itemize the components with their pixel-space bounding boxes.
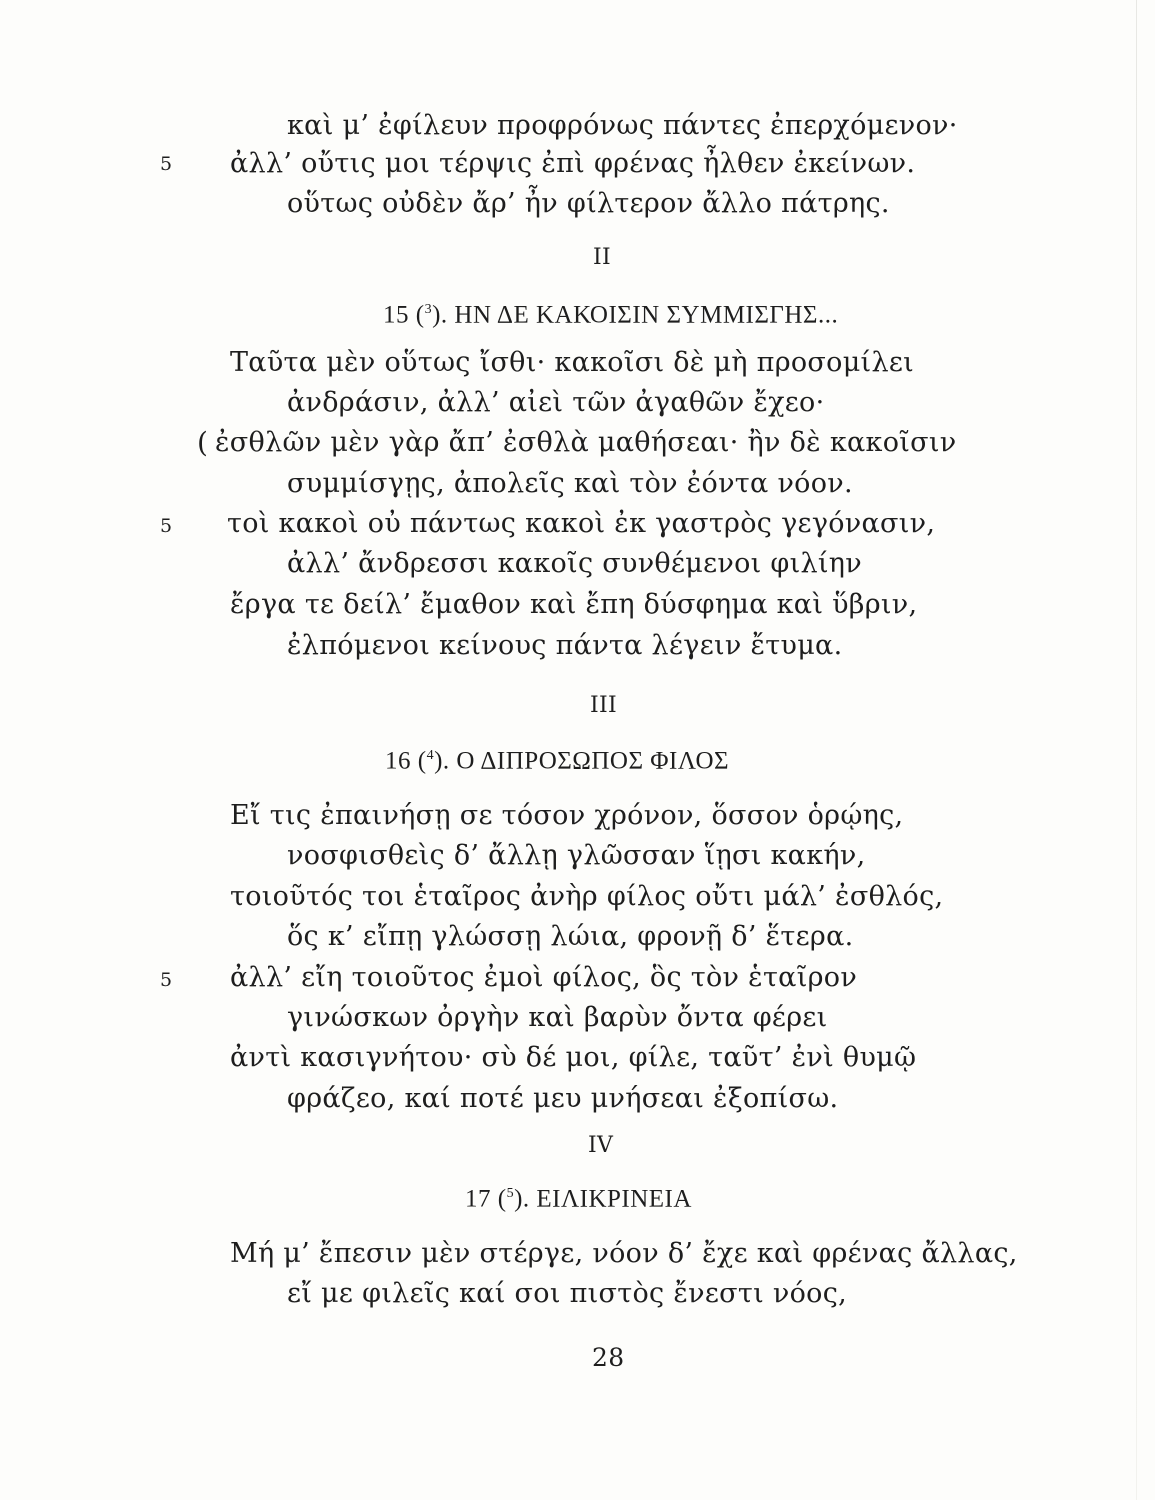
section-roman-numeral: II: [593, 245, 611, 270]
line-number: 5: [160, 515, 173, 537]
verse-line: Ταῦτα μὲν οὕτως ἴσθι· κακοῖσι δὲ μὴ προσομίλει: [230, 347, 915, 378]
verse-line: ἀλλ’ οὔτις μοι τέρψις ἐπὶ φρένας ἦλθεν ἐκείνων.: [230, 148, 916, 179]
verse-line: ἀλλ’ εἴη τοιοῦτος ἐμοὶ φίλος, ὃς τὸν ἑταῖρον: [230, 962, 858, 993]
line-number: 5: [160, 969, 173, 991]
verse-line: φράζεο, καί ποτέ μευ μνήσεαι ἐξοπίσω.: [287, 1083, 839, 1114]
verse-line: συμμίσγῃς, ἀπολεῖς καὶ τὸν ἐόντα νόον.: [287, 468, 853, 499]
poem-heading: 15 ($^3$). ΗΝ ΔΕ ΚΑΚΟΙΣΙΝ ΣΥΜΜΙΣΓΗΣ...: [383, 301, 839, 329]
line-number: 5: [160, 153, 173, 175]
poem-heading: 17 ($^5$). ΕΙΛΙΚΡΙΝΕΙΑ: [465, 1185, 692, 1213]
verse-line: οὕτως οὐδὲν ἄρ’ ἦν φίλτερον ἄλλο πάτρης.: [287, 188, 890, 219]
verse-line: γινώσκων ὀργὴν καὶ βαρὺν ὄντα φέρει: [287, 1002, 828, 1033]
section-roman-numeral: IV: [588, 1133, 614, 1158]
verse-line: ἀνδράσιν, ἀλλ’ αἰεὶ τῶν ἀγαθῶν ἔχεο·: [287, 387, 825, 418]
poem-heading: 16 ($^4$). Ο ΔΙΠΡΟΣΩΠΟΣ ΦΙΛΟΣ: [385, 747, 730, 775]
verse-line: ἔργα τε δείλ’ ἔμαθον καὶ ἔπη δύσφημα καὶ ὕβριν,: [230, 589, 918, 620]
verse-line: ἀντὶ κασιγνήτου· σὺ δέ μοι, φίλε, ταῦτ’ ἐνὶ θυμῷ: [230, 1042, 917, 1073]
verse-line: Εἴ τις ἐπαινήσῃ σε τόσον χρόνον, ὅσσον ὁρῴης,: [230, 800, 904, 831]
verse-line: ἐλπόμενοι κείνους πάντα λέγειν ἔτυμα.: [287, 630, 843, 661]
verse-line: ἀλλ’ ἄνδρεσσι κακοῖς συνθέμενοι φιλίην: [287, 548, 862, 579]
verse-line: τοὶ κακοὶ οὐ πάντως κακοὶ ἐκ γαστρὸς γεγόνασιν,: [227, 508, 936, 539]
verse-line: εἴ με φιλεῖς καί σοι πιστὸς ἔνεστι νόος,: [287, 1278, 848, 1309]
verse-line: τοιοῦτός τοι ἑταῖρος ἀνὴρ φίλος οὔτι μάλ’ ἐσθλός,: [230, 881, 944, 912]
verse-line: ἐσθλῶν μὲν γὰρ ἄπ’ ἐσθλὰ μαθήσεαι· ἢν δὲ κακοῖσιν: [215, 427, 957, 458]
verse-line: ὅς κ’ εἴπῃ γλώσσῃ λώια, φρονῇ δ’ ἕτερα.: [287, 921, 854, 952]
margin-mark: (: [197, 426, 209, 459]
page-number: 28: [592, 1343, 625, 1372]
section-roman-numeral: III: [590, 693, 617, 718]
page-edge: [1136, 0, 1137, 1500]
verse-line: Μή μ’ ἔπεσιν μὲν στέργε, νόον δ’ ἔχε καὶ φρένας ἄλλας,: [230, 1238, 1018, 1269]
verse-line: καὶ μ’ ἐφίλευν προφρόνως πάντες ἐπερχόμενον·: [287, 110, 958, 141]
verse-line: νοσφισθεὶς δ’ ἄλλῃ γλῶσσαν ἵῃσι κακήν,: [287, 840, 866, 871]
